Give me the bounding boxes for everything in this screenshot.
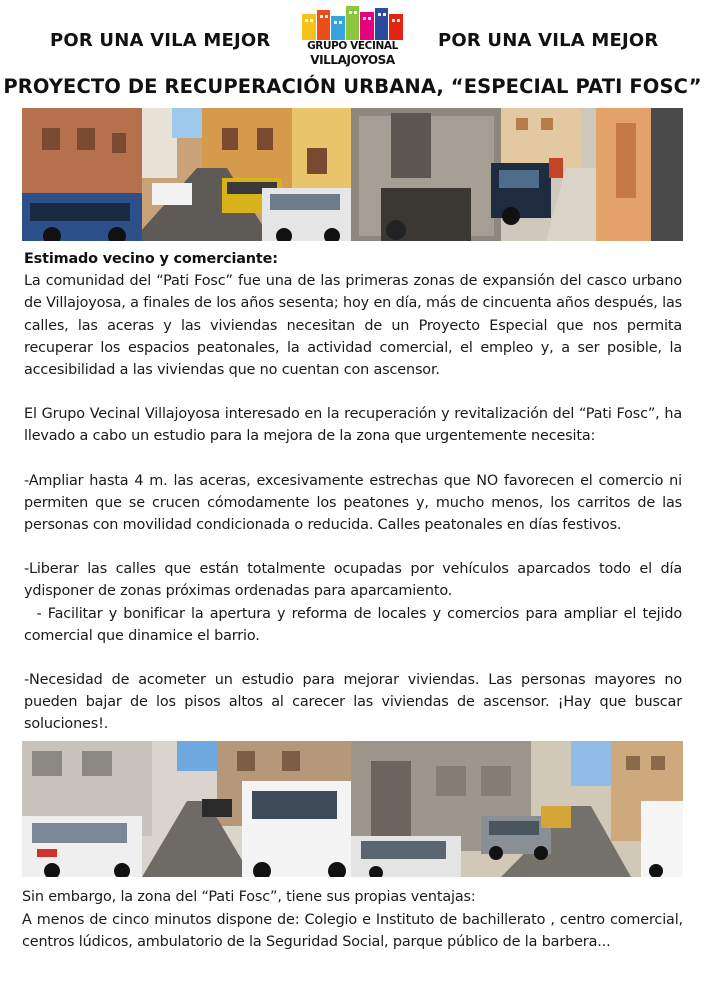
paragraph-intro: La comunidad del “Pati Fosc” fue una de las primeras zonas de expansión del casco urbano de Villajoyosa, a finales de los años sesenta; hoy en día, más de cincuenta años después, las calles, las aceras y las viviendas necesitan de un Proyecto Especial que nos permita recuperar los espacios peatonales, la actividad comercial, el empleo y, a ser posible, la accesibilidad a las viviendas que no cuentan con ascensor. [24, 273, 682, 379]
street-with-white-van-icon [22, 741, 351, 877]
logo-buildings-icon [300, 4, 405, 40]
footer-advantages-intro: Sin embargo, la zona del “Pati Fosc”, tiene sus propias ventajas: [22, 889, 476, 905]
narrow-sidewalk-with-van-icon [351, 108, 683, 241]
logo-bar [302, 14, 316, 40]
paragraph-housing: -Necesidad de acometer un estudio para mejorar viviendas. Las personas mayores no pueden bajar de los pisos altos al carecer las viviendas de ascensor. ¡Hay que buscar soluciones!. [24, 672, 682, 733]
footer-advantages-list: A menos de cinco minutos dispone de: Colegio e Instituto de bachillerato , centro comercial, centros lúdicos, ambulatorio de la Seguridad Social, parque público de la barbera... [22, 911, 683, 950]
logo-name-line2: VILLAJOYOSA [310, 53, 395, 67]
paragraph-parking: -Liberar las calles que están totalmente ocupadas por vehículos aparcados todo el día ydisponer de zonas próximas ordenadas para aparcamiento. [24, 561, 682, 600]
logo-bar [360, 12, 374, 40]
paragraph-study: El Grupo Vecinal Villajoyosa interesado en la recuperación y revitalización del “Pati Fosc”, ha llevado a cabo un estudio para la mejora de la zona que urgentemente necesita: [24, 406, 682, 445]
logo-bar [389, 14, 403, 40]
photo-strip-bottom [22, 741, 683, 877]
logo-bar [346, 6, 359, 40]
page-title: PROYECTO DE RECUPERACIÓN URBANA, “ESPECIAL PATI FOSC” [3, 75, 702, 98]
footer-text [22, 886, 683, 954]
street-with-parked-cars-icon [351, 741, 683, 877]
letter-greeting: Estimado vecino y comerciante: [24, 251, 278, 267]
paragraph-commerce: - Facilitar y bonificar la apertura y reforma de locales y comercios para ampliar el tejido comercial que dinamice el barrio. [24, 605, 687, 644]
photo-strip-top [22, 108, 683, 241]
logo [300, 4, 405, 66]
logo-bar [375, 8, 388, 40]
paragraph-sidewalks: -Ampliar hasta 4 m. las aceras, excesivamente estrechas que NO favorecen el comercio ni permiten que se crucen cómodamente los peatones y, mucho menos, los carritos de las personas con movilidad condicionada o reducida. Calles peatonales en días festivos. [24, 472, 682, 534]
logo-name-line1: GRUPO VECINAL [307, 40, 398, 52]
letter-body [24, 248, 687, 736]
slogan-left: POR UNA VILA MEJOR [50, 30, 271, 51]
street-with-parked-cars-icon [22, 108, 351, 241]
slogan-right: POR UNA VILA MEJOR [438, 30, 659, 51]
logo-bar [317, 10, 330, 40]
logo-bar [331, 16, 345, 40]
